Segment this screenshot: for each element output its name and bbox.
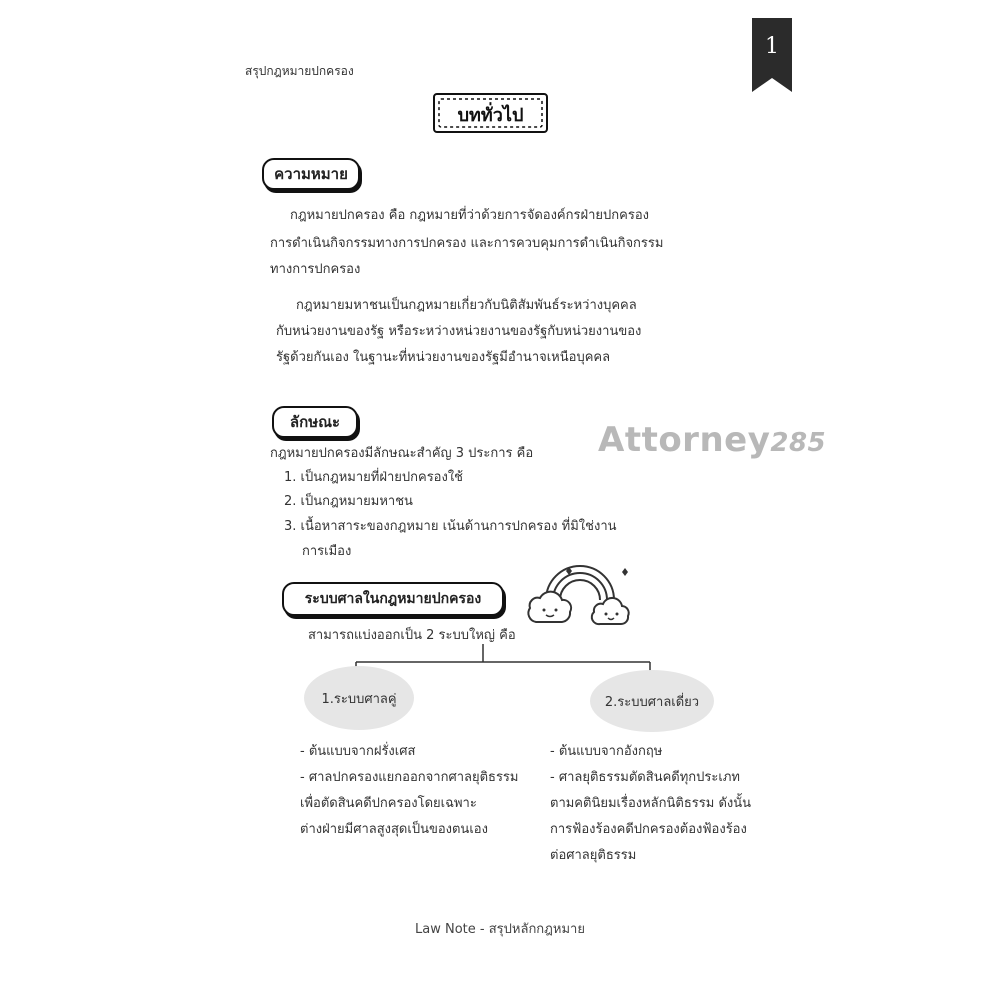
text-line: - ต้นแบบจากฝรั่งเศส xyxy=(300,744,416,759)
text-line: กฎหมายมหาชนเป็นกฎหมายเกี่ยวกับนิติสัมพันธ์ระหว่างบุคคล xyxy=(296,298,637,313)
branch-connector xyxy=(350,644,656,674)
branch-single-dual xyxy=(304,666,414,730)
text-line: กฎหมายปกครอง คือ กฎหมายที่ว่าด้วยการจัดองค์กรฝ่ายปกครอง xyxy=(290,208,649,223)
text-line: - ต้นแบบจากอังกฤษ xyxy=(550,744,663,759)
section-heading-definition: ความหมาย xyxy=(262,158,360,190)
watermark-number: 285 xyxy=(770,428,827,458)
list-item: 1. เป็นกฎหมายที่ฝ่ายปกครองใช้ xyxy=(284,470,464,485)
page-number-tag xyxy=(752,18,792,92)
text-line: ตามคตินิยมเรื่องหลักนิติธรรม ดังนั้น xyxy=(550,796,752,811)
text-line: - ศาลปกครองแยกออกจากศาลยุติธรรม xyxy=(300,770,519,785)
court-system-intro: สามารถแบ่งออกเป็น 2 ระบบใหญ่ คือ xyxy=(308,628,516,643)
text-line: กฎหมายปกครองมีลักษณะสำคัญ 3 ประการ คือ xyxy=(270,446,534,461)
text-line: รัฐด้วยกันเอง ในฐานะที่หน่วยงานของรัฐมีอำนาจเหนือบุคคล xyxy=(276,350,611,365)
text-line: ต่อศาลยุติธรรม xyxy=(550,848,637,863)
branch-label: 1.ระบบศาลคู่ xyxy=(321,691,397,707)
page-footer: Law Note - สรุปหลักกฎหมาย xyxy=(415,922,585,937)
rainbow-cloud-icon xyxy=(520,556,640,628)
running-header: สรุปกฎหมายปกครอง xyxy=(245,64,354,78)
branch-label: 2.ระบบศาลเดี่ยว xyxy=(604,694,700,710)
page-number: 1 xyxy=(765,34,779,59)
list-item: 3. เนื้อหาสาระของกฎหมาย เน้นด้านการปกครอง ที่มิใช่งาน xyxy=(284,519,617,534)
text-line: ต่างฝ่ายมีศาลสูงสุดเป็นของตนเอง xyxy=(300,822,488,837)
branch-single-court xyxy=(590,670,714,732)
chapter-title-frame xyxy=(432,92,549,134)
watermark xyxy=(598,420,826,460)
text-line: - ศาลยุติธรรมตัดสินคดีทุกประเภท xyxy=(550,770,740,785)
section-heading-court-system: ระบบศาลในกฎหมายปกครอง xyxy=(282,582,504,616)
list-item: 2. เป็นกฎหมายมหาชน xyxy=(284,494,413,509)
text-line: ทางการปกครอง xyxy=(270,262,361,277)
text-line: กับหน่วยงานของรัฐ หรือระหว่างหน่วยงานของรัฐกับหน่วยงานของ xyxy=(276,324,642,339)
text-line: การฟ้องร้องคดีปกครองต้องฟ้องร้อง xyxy=(550,822,747,837)
section-heading-characteristics: ลักษณะ xyxy=(272,406,358,438)
chapter-title: บททั่วไป xyxy=(457,105,524,126)
list-item-continuation: การเมือง xyxy=(302,544,352,559)
watermark-text: Attorney xyxy=(598,420,771,460)
text-line: การดำเนินกิจกรรมทางการปกครอง และการควบคุมการดำเนินกิจกรรม xyxy=(270,236,664,251)
text-line: เพื่อตัดสินคดีปกครองโดยเฉพาะ xyxy=(300,796,477,811)
